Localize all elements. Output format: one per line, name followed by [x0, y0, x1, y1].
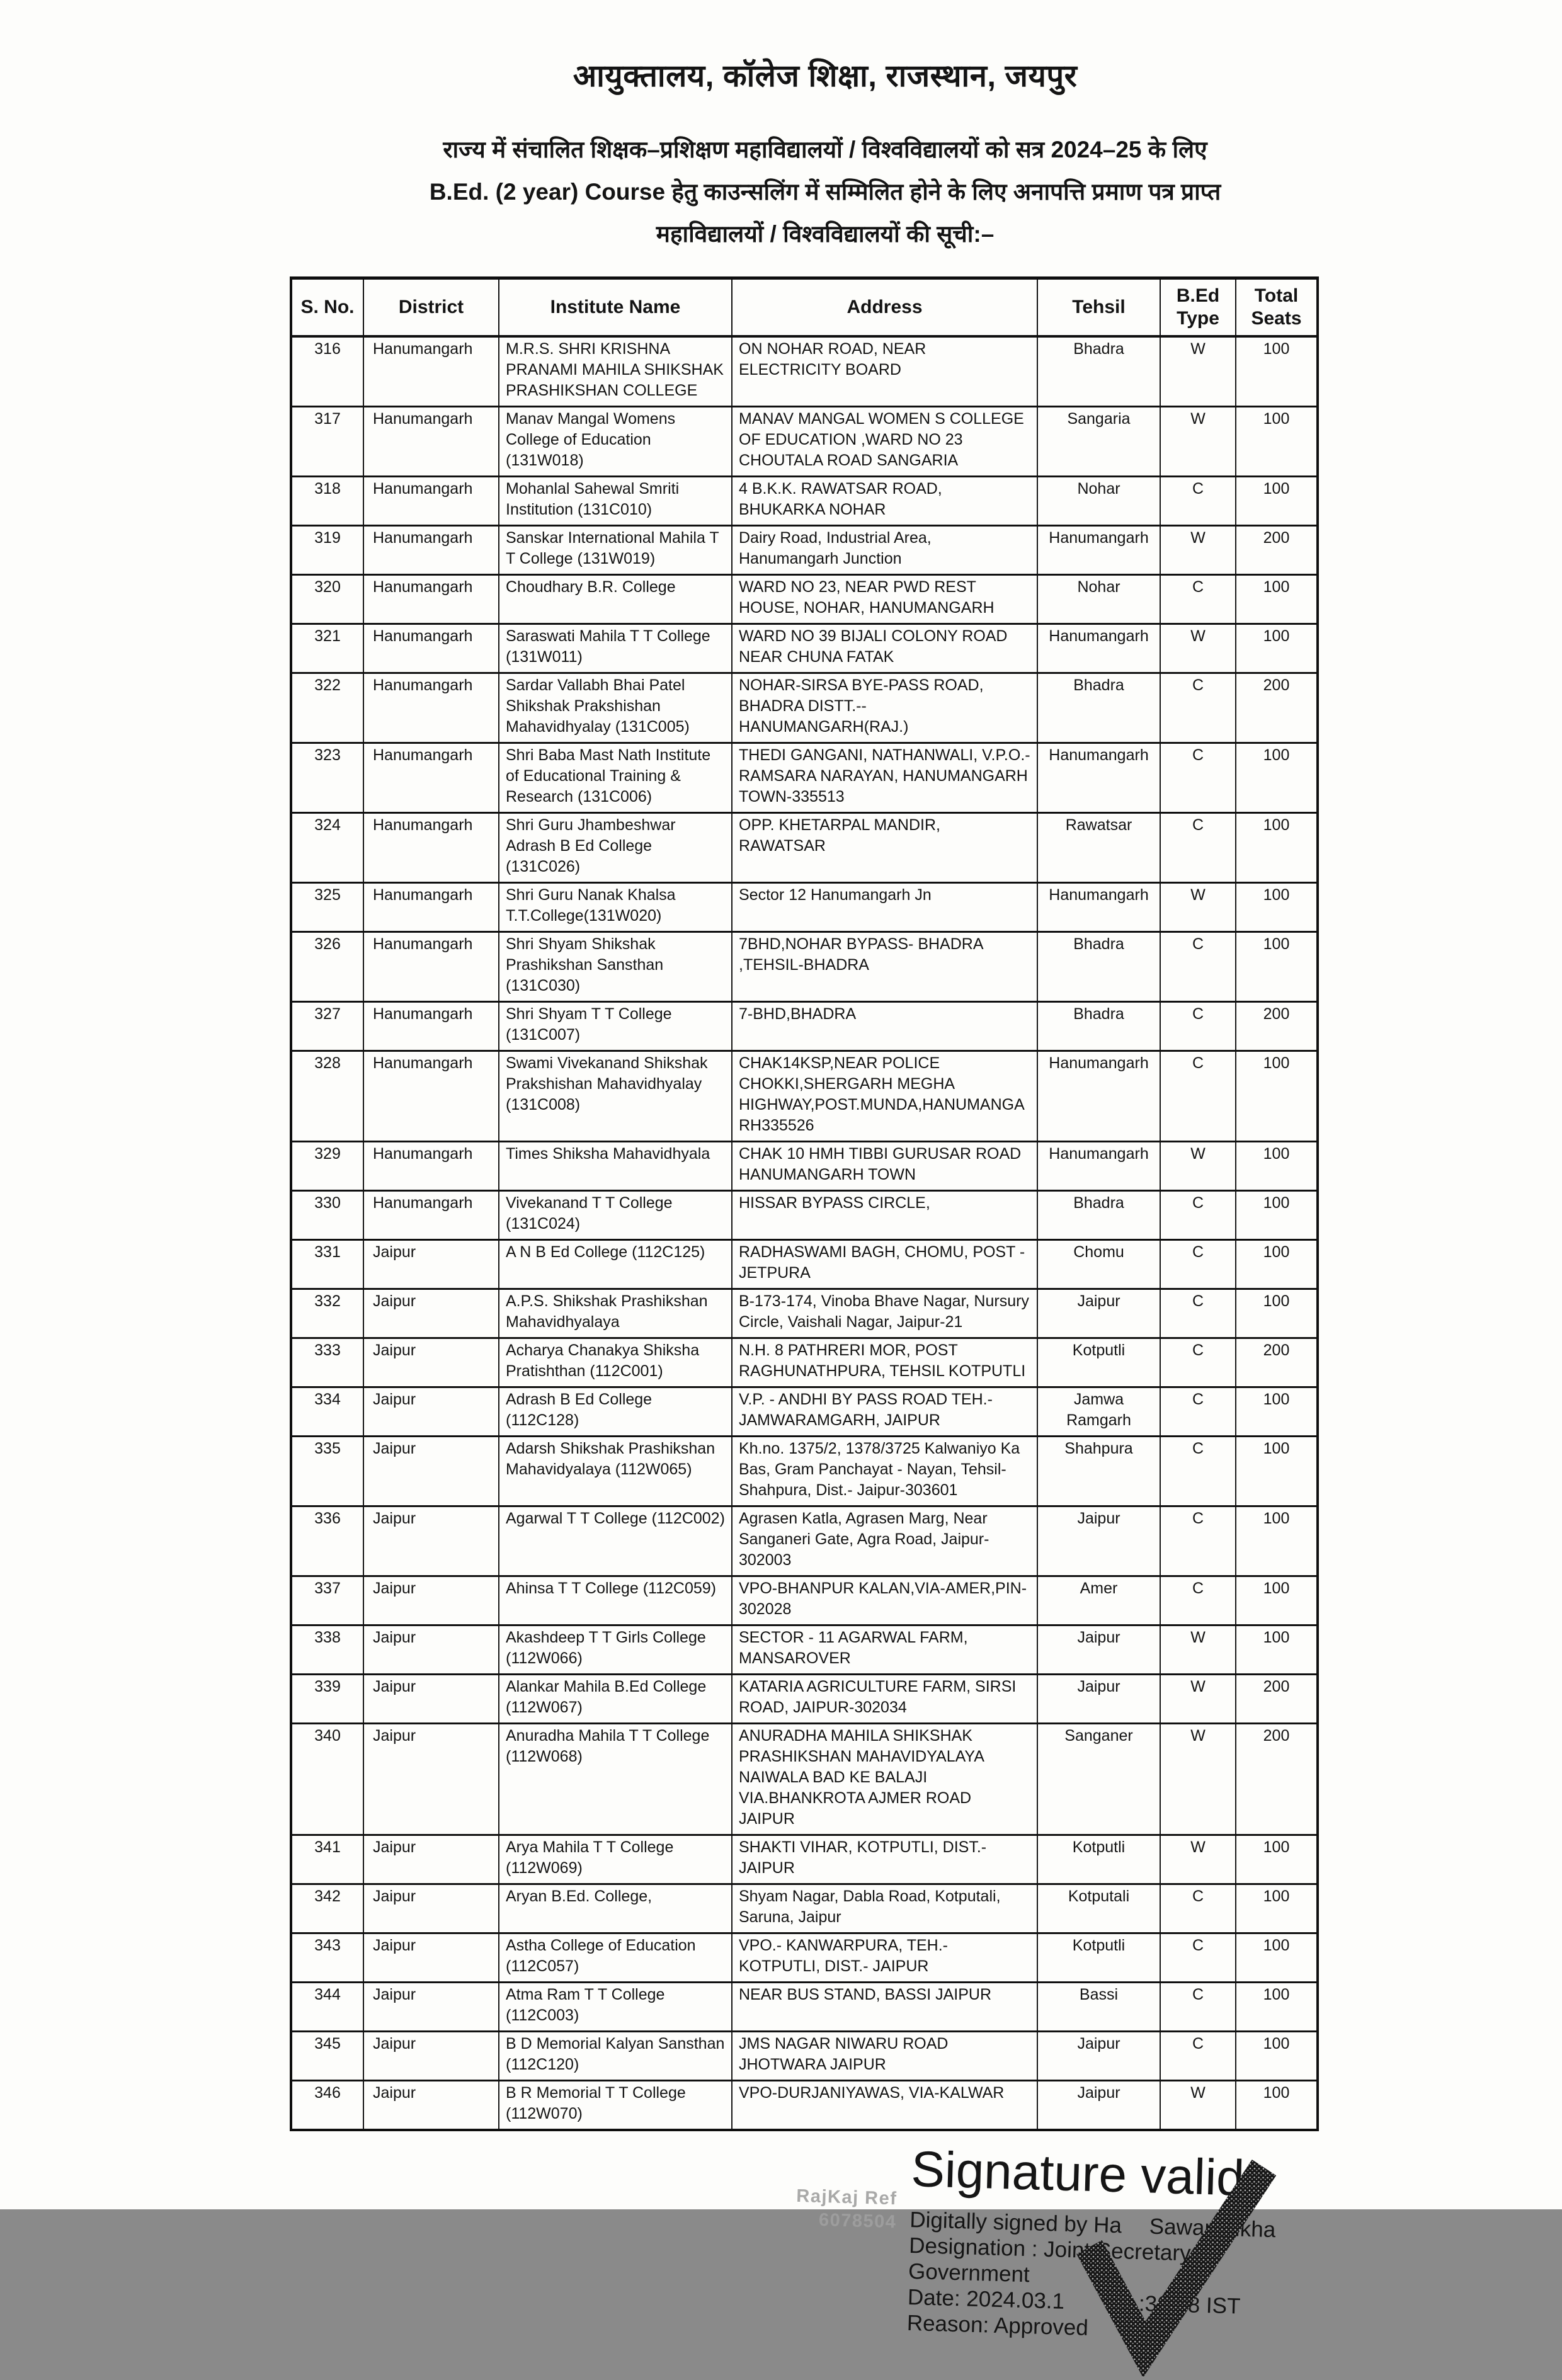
cell-address: ON NOHAR ROAD, NEAR ELECTRICITY BOARD — [732, 336, 1037, 407]
cell-serial-number: 335 — [291, 1437, 363, 1506]
cell-institute-name: Times Shiksha Mahavidhyala — [499, 1142, 732, 1191]
cell-total-seats: 100 — [1236, 743, 1318, 813]
cell-tehsil: Hanumangarh — [1037, 883, 1160, 932]
cell-address: WARD NO 23, NEAR PWD REST HOUSE, NOHAR, HANUMANGARH — [732, 575, 1037, 624]
cell-tehsil: Nohar — [1037, 575, 1160, 624]
cell-total-seats: 100 — [1236, 2032, 1318, 2081]
cell-serial-number: 317 — [291, 407, 363, 477]
cell-total-seats: 200 — [1236, 1002, 1318, 1051]
cell-serial-number: 330 — [291, 1191, 363, 1240]
cell-district: Hanumangarh — [363, 477, 499, 526]
table-row — [291, 673, 1318, 743]
cell-tehsil: Jaipur — [1037, 2032, 1160, 2081]
cell-bed-type: C — [1160, 1884, 1236, 1933]
cell-bed-type: C — [1160, 1387, 1236, 1437]
cell-total-seats: 100 — [1236, 1191, 1318, 1240]
cell-tehsil: Bhadra — [1037, 673, 1160, 743]
cell-tehsil: Kotputli — [1037, 1933, 1160, 1983]
cell-address: CHAK14KSP,NEAR POLICE CHOKKI,SHERGARH MEGHA HIGHWAY,POST.MUNDA,HANUMANGARH335526 — [732, 1051, 1037, 1142]
cell-total-seats: 100 — [1236, 2081, 1318, 2131]
cell-bed-type: C — [1160, 743, 1236, 813]
cell-institute-name: Alankar Mahila B.Ed College (112W067) — [499, 1675, 732, 1724]
cell-serial-number: 327 — [291, 1002, 363, 1051]
cell-address: MANAV MANGAL WOMEN S COLLEGE OF EDUCATION ,WARD NO 23 CHOUTALA ROAD SANGARIA — [732, 407, 1037, 477]
cell-bed-type: C — [1160, 1576, 1236, 1626]
cell-address: 7BHD,NOHAR BYPASS- BHADRA ,TEHSIL-BHADRA — [732, 932, 1037, 1002]
cell-serial-number: 332 — [291, 1289, 363, 1338]
cell-total-seats: 100 — [1236, 813, 1318, 883]
cell-tehsil: Kotputali — [1037, 1884, 1160, 1933]
cell-bed-type: W — [1160, 407, 1236, 477]
cell-total-seats: 100 — [1236, 1051, 1318, 1142]
page-title: आयुक्तालय, कॉलेज शिक्षा, राजस्थान, जयपुर — [573, 59, 1078, 93]
cell-serial-number: 337 — [291, 1576, 363, 1626]
table-row — [291, 1142, 1318, 1191]
cell-bed-type: C — [1160, 1051, 1236, 1142]
signed-by-line: Digitally signed by Ha Sawansukha — [909, 2207, 1276, 2243]
cell-district: Jaipur — [363, 1983, 499, 2032]
cell-total-seats: 100 — [1236, 1506, 1318, 1576]
cell-district: Jaipur — [363, 1835, 499, 1884]
table-row — [291, 1437, 1318, 1506]
digital-signature-stamp — [795, 2140, 1403, 2350]
cell-total-seats: 100 — [1236, 1387, 1318, 1437]
cell-serial-number: 342 — [291, 1884, 363, 1933]
table-row — [291, 407, 1318, 477]
table-row — [291, 1051, 1318, 1142]
cell-bed-type: W — [1160, 883, 1236, 932]
cell-bed-type: W — [1160, 1724, 1236, 1835]
cell-bed-type: C — [1160, 1240, 1236, 1289]
cell-total-seats: 200 — [1236, 673, 1318, 743]
table-row — [291, 1724, 1318, 1835]
cell-serial-number: 328 — [291, 1051, 363, 1142]
cell-serial-number: 321 — [291, 624, 363, 673]
cell-serial-number: 340 — [291, 1724, 363, 1835]
cell-address: THEDI GANGANI, NATHANWALI, V.P.O.- RAMSARA NARAYAN, HANUMANGARH TOWN-335513 — [732, 743, 1037, 813]
cell-total-seats: 100 — [1236, 1983, 1318, 2032]
cell-institute-name: Agarwal T T College (112C002) — [499, 1506, 732, 1576]
cell-serial-number: 325 — [291, 883, 363, 932]
cell-bed-type: W — [1160, 1835, 1236, 1884]
cell-total-seats: 100 — [1236, 1289, 1318, 1338]
rajkaj-ref-label: RajKaj Ref — [795, 2185, 898, 2209]
cell-tehsil: Rawatsar — [1037, 813, 1160, 883]
table-row — [291, 1933, 1318, 1983]
table-row — [291, 1191, 1318, 1240]
cell-bed-type: W — [1160, 624, 1236, 673]
designation-line-2: Government — [908, 2258, 1030, 2287]
cell-address: HISSAR BYPASS CIRCLE, — [732, 1191, 1037, 1240]
cell-serial-number: 318 — [291, 477, 363, 526]
cell-institute-name: Vivekanand T T College (131C024) — [499, 1191, 732, 1240]
cell-tehsil: Hanumangarh — [1037, 624, 1160, 673]
cell-bed-type: W — [1160, 1626, 1236, 1675]
cell-address: B-173-174, Vinoba Bhave Nagar, Nursury Circle, Vaishali Nagar, Jaipur-21 — [732, 1289, 1037, 1338]
table-row — [291, 1240, 1318, 1289]
cell-bed-type: W — [1160, 1142, 1236, 1191]
cell-address: VPO-BHANPUR KALAN,VIA-AMER,PIN-302028 — [732, 1576, 1037, 1626]
cell-address: NOHAR-SIRSA BYE-PASS ROAD, BHADRA DISTT.-- HANUMANGARH(RAJ.) — [732, 673, 1037, 743]
cell-institute-name: Sanskar International Mahila T T College (131W019) — [499, 526, 732, 575]
table-body — [291, 336, 1318, 2130]
signature-valid-text: Signature valid — [910, 2140, 1245, 2206]
cell-institute-name: Mohanlal Sahewal Smriti Institution (131C010) — [499, 477, 732, 526]
cell-institute-name: Anuradha Mahila T T College (112W068) — [499, 1724, 732, 1835]
cell-tehsil: Bhadra — [1037, 336, 1160, 407]
cell-district: Jaipur — [363, 2032, 499, 2081]
cell-bed-type: C — [1160, 1191, 1236, 1240]
table-row — [291, 575, 1318, 624]
cell-tehsil: Jaipur — [1037, 2081, 1160, 2131]
cell-serial-number: 324 — [291, 813, 363, 883]
cell-institute-name: A.P.S. Shikshak Prashikshan Mahavidhyalaya — [499, 1289, 732, 1338]
subtitle-line-1: राज्य में संचालित शिक्षक–प्रशिक्षण महाविद्यालयों / विश्वविद्यालयों को सत्र 2024–25 के लिए — [443, 137, 1207, 162]
cell-serial-number: 334 — [291, 1387, 363, 1437]
cell-bed-type: C — [1160, 1506, 1236, 1576]
cell-institute-name: Manav Mangal Womens College of Education (131W018) — [499, 407, 732, 477]
cell-bed-type: C — [1160, 575, 1236, 624]
cell-institute-name: Acharya Chanakya Shiksha Pratishthan (112C001) — [499, 1338, 732, 1387]
table-row — [291, 1506, 1318, 1576]
cell-district: Jaipur — [363, 1506, 499, 1576]
cell-institute-name: Arya Mahila T T College (112W069) — [499, 1835, 732, 1884]
cell-tehsil: Bhadra — [1037, 1191, 1160, 1240]
table-row — [291, 1675, 1318, 1724]
cell-total-seats: 100 — [1236, 932, 1318, 1002]
cell-address: Dairy Road, Industrial Area, Hanumangarh Junction — [732, 526, 1037, 575]
cell-district: Hanumangarh — [363, 575, 499, 624]
cell-serial-number: 331 — [291, 1240, 363, 1289]
header-cell-serial-number: S. No. — [291, 278, 363, 337]
table-header-row — [291, 278, 1318, 337]
cell-bed-type: C — [1160, 1338, 1236, 1387]
cell-serial-number: 326 — [291, 932, 363, 1002]
cell-institute-name: Shri Shyam Shikshak Prashikshan Sansthan (131C030) — [499, 932, 732, 1002]
cell-district: Jaipur — [363, 1240, 499, 1289]
cell-institute-name: Atma Ram T T College (112C003) — [499, 1983, 732, 2032]
table-row — [291, 1983, 1318, 2032]
cell-tehsil: Jaipur — [1037, 1506, 1160, 1576]
cell-bed-type: W — [1160, 336, 1236, 407]
cell-address: Sector 12 Hanumangarh Jn — [732, 883, 1037, 932]
cell-address: ANURADHA MAHILA SHIKSHAK PRASHIKSHAN MAHAVIDYALAYA NAIWALA BAD KE BALAJI VIA.BHANKROTA AJMER ROAD JAIPUR — [732, 1724, 1037, 1835]
table-row — [291, 932, 1318, 1002]
cell-address: VPO-DURJANIYAWAS, VIA-KALWAR — [732, 2081, 1037, 2131]
cell-serial-number: 343 — [291, 1933, 363, 1983]
cell-address: VPO.- KANWARPURA, TEH.- KOTPUTLI, DIST.- JAIPUR — [732, 1933, 1037, 1983]
cell-total-seats: 200 — [1236, 1338, 1318, 1387]
table-row — [291, 477, 1318, 526]
header-cell-institute-name: Institute Name — [499, 278, 732, 337]
cell-bed-type: W — [1160, 1675, 1236, 1724]
cell-serial-number: 322 — [291, 673, 363, 743]
cell-bed-type: W — [1160, 526, 1236, 575]
cell-total-seats: 100 — [1236, 1933, 1318, 1983]
cell-district: Jaipur — [363, 1626, 499, 1675]
header-cell-total-seats: Total Seats — [1236, 278, 1318, 337]
cell-institute-name: Swami Vivekanand Shikshak Prakshishan Mahavidhyalay (131C008) — [499, 1051, 732, 1142]
cell-district: Hanumangarh — [363, 673, 499, 743]
table-row — [291, 813, 1318, 883]
cell-institute-name: A N B Ed College (112C125) — [499, 1240, 732, 1289]
cell-total-seats: 100 — [1236, 407, 1318, 477]
cell-tehsil: Hanumangarh — [1037, 743, 1160, 813]
subtitle-line-3: महाविद्यालयों / विश्वविद्यालयों की सूची:– — [656, 221, 995, 247]
obscured-gap — [1064, 2309, 1139, 2311]
cell-tehsil: Bhadra — [1037, 1002, 1160, 1051]
cell-tehsil: Jamwa Ramgarh — [1037, 1387, 1160, 1437]
table-row — [291, 1576, 1318, 1626]
cell-district: Jaipur — [363, 1933, 499, 1983]
cell-serial-number: 329 — [291, 1142, 363, 1191]
cell-district: Hanumangarh — [363, 1142, 499, 1191]
cell-bed-type: C — [1160, 673, 1236, 743]
cell-district: Hanumangarh — [363, 1002, 499, 1051]
table-row — [291, 1289, 1318, 1338]
table-row — [291, 1002, 1318, 1051]
cell-institute-name: Adrash B Ed College (112C128) — [499, 1387, 732, 1437]
cell-total-seats: 100 — [1236, 336, 1318, 407]
cell-district: Jaipur — [363, 1576, 499, 1626]
cell-serial-number: 338 — [291, 1626, 363, 1675]
cell-bed-type: C — [1160, 1289, 1236, 1338]
cell-address: RADHASWAMI BAGH, CHOMU, POST - JETPURA — [732, 1240, 1037, 1289]
cell-serial-number: 339 — [291, 1675, 363, 1724]
cell-address: JMS NAGAR NIWARU ROAD JHOTWARA JAIPUR — [732, 2032, 1037, 2081]
cell-tehsil: Hanumangarh — [1037, 526, 1160, 575]
cell-district: Jaipur — [363, 1884, 499, 1933]
cell-district: Jaipur — [363, 1675, 499, 1724]
cell-tehsil: Sangaria — [1037, 407, 1160, 477]
cell-institute-name: Aryan B.Ed. College, — [499, 1884, 732, 1933]
cell-district: Hanumangarh — [363, 743, 499, 813]
cell-district: Jaipur — [363, 1387, 499, 1437]
cell-tehsil: Hanumangarh — [1037, 1051, 1160, 1142]
cell-tehsil: Kotputli — [1037, 1338, 1160, 1387]
cell-address: NEAR BUS STAND, BASSI JAIPUR — [732, 1983, 1037, 2032]
subtitle-line-2: B.Ed. (2 year) Course हेतु काउन्सलिंग में सम्मिलित होने के लिए अनापत्ति प्रमाण पत्र प्राप्त — [429, 179, 1221, 205]
date-line: Date: 2024.03.1 :30:58 IST — [907, 2284, 1241, 2319]
cell-district: Hanumangarh — [363, 883, 499, 932]
cell-address: WARD NO 39 BIJALI COLONY ROAD NEAR CHUNA FATAK — [732, 624, 1037, 673]
cell-serial-number: 333 — [291, 1338, 363, 1387]
table-row — [291, 1835, 1318, 1884]
cell-district: Hanumangarh — [363, 813, 499, 883]
cell-total-seats: 100 — [1236, 1142, 1318, 1191]
document-subtitle — [321, 128, 1329, 255]
cell-serial-number: 319 — [291, 526, 363, 575]
cell-institute-name: Shri Baba Mast Nath Institute of Educational Training & Research (131C006) — [499, 743, 732, 813]
cell-address: Shyam Nagar, Dabla Road, Kotputali, Saruna, Jaipur — [732, 1884, 1037, 1933]
cell-tehsil: Jaipur — [1037, 1289, 1160, 1338]
cell-total-seats: 100 — [1236, 883, 1318, 932]
cell-tehsil: Kotputli — [1037, 1835, 1160, 1884]
rajkaj-ref-number: 6078504 — [818, 2209, 897, 2233]
cell-serial-number: 316 — [291, 336, 363, 407]
cell-bed-type: C — [1160, 1933, 1236, 1983]
cell-institute-name: Ahinsa T T College (112C059) — [499, 1576, 732, 1626]
cell-district: Jaipur — [363, 1289, 499, 1338]
header-cell-tehsil: Tehsil — [1037, 278, 1160, 337]
table-row — [291, 1338, 1318, 1387]
cell-address: KATARIA AGRICULTURE FARM, SIRSI ROAD, JAIPUR-302034 — [732, 1675, 1037, 1724]
table-row — [291, 1387, 1318, 1437]
cell-institute-name: B D Memorial Kalyan Sansthan (112C120) — [499, 2032, 732, 2081]
cell-bed-type: C — [1160, 1002, 1236, 1051]
cell-district: Hanumangarh — [363, 932, 499, 1002]
table-row — [291, 1884, 1318, 1933]
cell-bed-type: C — [1160, 477, 1236, 526]
cell-district: Jaipur — [363, 1724, 499, 1835]
cell-total-seats: 100 — [1236, 1626, 1318, 1675]
cell-address: CHAK 10 HMH TIBBI GURUSAR ROAD HANUMANGARH TOWN — [732, 1142, 1037, 1191]
cell-institute-name: Shri Shyam T T College (131C007) — [499, 1002, 732, 1051]
table-row — [291, 624, 1318, 673]
table-row — [291, 743, 1318, 813]
cell-total-seats: 200 — [1236, 1675, 1318, 1724]
document-header — [321, 0, 1329, 255]
cell-tehsil: Chomu — [1037, 1240, 1160, 1289]
cell-institute-name: Sardar Vallabh Bhai Patel Shikshak Prakshishan Mahavidhyalay (131C005) — [499, 673, 732, 743]
cell-address: Kh.no. 1375/2, 1378/3725 Kalwaniyo Ka Bas, Gram Panchayat - Nayan, Tehsil- Shahpura, Dist.- Jaipur-303601 — [732, 1437, 1037, 1506]
cell-district: Hanumangarh — [363, 407, 499, 477]
cell-district: Hanumangarh — [363, 526, 499, 575]
cell-district: Hanumangarh — [363, 1051, 499, 1142]
cell-serial-number: 344 — [291, 1983, 363, 2032]
rajkaj-ref — [786, 2184, 898, 2234]
cell-district: Hanumangarh — [363, 624, 499, 673]
cell-district: Jaipur — [363, 2081, 499, 2131]
reason-line: Reason: Approved — [906, 2310, 1089, 2340]
cell-total-seats: 100 — [1236, 1884, 1318, 1933]
cell-tehsil: Jaipur — [1037, 1626, 1160, 1675]
cell-bed-type: W — [1160, 2081, 1236, 2131]
cell-tehsil: Shahpura — [1037, 1437, 1160, 1506]
cell-institute-name: Shri Guru Jhambeshwar Adrash B Ed College (131C026) — [499, 813, 732, 883]
header-cell-district: District — [363, 278, 499, 337]
table-row — [291, 1626, 1318, 1675]
table-row — [291, 883, 1318, 932]
cell-district: Jaipur — [363, 1338, 499, 1387]
cell-total-seats: 100 — [1236, 1835, 1318, 1884]
cell-total-seats: 200 — [1236, 1724, 1318, 1835]
designation-line: Designation : Joint Secretary To — [908, 2233, 1221, 2267]
cell-serial-number: 345 — [291, 2032, 363, 2081]
cell-institute-name: B R Memorial T T College (112W070) — [499, 2081, 732, 2131]
cell-address: OPP. KHETARPAL MANDIR, RAWATSAR — [732, 813, 1037, 883]
cell-bed-type: C — [1160, 932, 1236, 1002]
cell-tehsil: Bassi — [1037, 1983, 1160, 2032]
cell-institute-name: Choudhary B.R. College — [499, 575, 732, 624]
table-row — [291, 336, 1318, 407]
cell-serial-number: 336 — [291, 1506, 363, 1576]
table-row — [291, 2032, 1318, 2081]
cell-total-seats: 100 — [1236, 1240, 1318, 1289]
header-cell-address: Address — [732, 278, 1037, 337]
cell-address: N.H. 8 PATHRERI MOR, POST RAGHUNATHPURA, TEHSIL KOTPUTLI — [732, 1338, 1037, 1387]
cell-institute-name: Shri Guru Nanak Khalsa T.T.College(131W020) — [499, 883, 732, 932]
cell-total-seats: 100 — [1236, 1437, 1318, 1506]
cell-serial-number: 341 — [291, 1835, 363, 1884]
cell-total-seats: 200 — [1236, 526, 1318, 575]
institute-table — [290, 276, 1319, 2131]
cell-institute-name: Adarsh Shikshak Prashikshan Mahavidyalaya (112W065) — [499, 1437, 732, 1506]
cell-tehsil: Nohar — [1037, 477, 1160, 526]
cell-institute-name: Akashdeep T T Girls College (112W066) — [499, 1626, 732, 1675]
cell-bed-type: C — [1160, 2032, 1236, 2081]
cell-total-seats: 100 — [1236, 477, 1318, 526]
cell-address: V.P. - ANDHI BY PASS ROAD TEH.- JAMWARAMGARH, JAIPUR — [732, 1387, 1037, 1437]
cell-total-seats: 100 — [1236, 624, 1318, 673]
cell-address: SHAKTI VIHAR, KOTPUTLI, DIST.- JAIPUR — [732, 1835, 1037, 1884]
cell-district: Hanumangarh — [363, 1191, 499, 1240]
cell-bed-type: C — [1160, 813, 1236, 883]
signature-details — [906, 2207, 1401, 2350]
cell-tehsil: Jaipur — [1037, 1675, 1160, 1724]
cell-tehsil: Sanganer — [1037, 1724, 1160, 1835]
cell-total-seats: 100 — [1236, 575, 1318, 624]
cell-serial-number: 346 — [291, 2081, 363, 2131]
cell-serial-number: 323 — [291, 743, 363, 813]
cell-total-seats: 100 — [1236, 1576, 1318, 1626]
cell-district: Hanumangarh — [363, 336, 499, 407]
cell-institute-name: Saraswati Mahila T T College (131W011) — [499, 624, 732, 673]
cell-address: SECTOR - 11 AGARWAL FARM, MANSAROVER — [732, 1626, 1037, 1675]
table-row — [291, 526, 1318, 575]
cell-address: 4 B.K.K. RAWATSAR ROAD, BHUKARKA NOHAR — [732, 477, 1037, 526]
cell-address: Agrasen Katla, Agrasen Marg, Near Sanganeri Gate, Agra Road, Jaipur-302003 — [732, 1506, 1037, 1576]
cell-bed-type: C — [1160, 1983, 1236, 2032]
cell-institute-name: Astha College of Education (112C057) — [499, 1933, 732, 1983]
header-cell-bed-type: B.Ed Type — [1160, 278, 1236, 337]
cell-bed-type: C — [1160, 1437, 1236, 1506]
cell-institute-name: M.R.S. SHRI KRISHNA PRANAMI MAHILA SHIKSHAK PRASHIKSHAN COLLEGE — [499, 336, 732, 407]
cell-address: 7-BHD,BHADRA — [732, 1002, 1037, 1051]
table-row — [291, 2081, 1318, 2131]
cell-tehsil: Bhadra — [1037, 932, 1160, 1002]
cell-district: Jaipur — [363, 1437, 499, 1506]
cell-tehsil: Hanumangarh — [1037, 1142, 1160, 1191]
cell-tehsil: Amer — [1037, 1576, 1160, 1626]
cell-serial-number: 320 — [291, 575, 363, 624]
